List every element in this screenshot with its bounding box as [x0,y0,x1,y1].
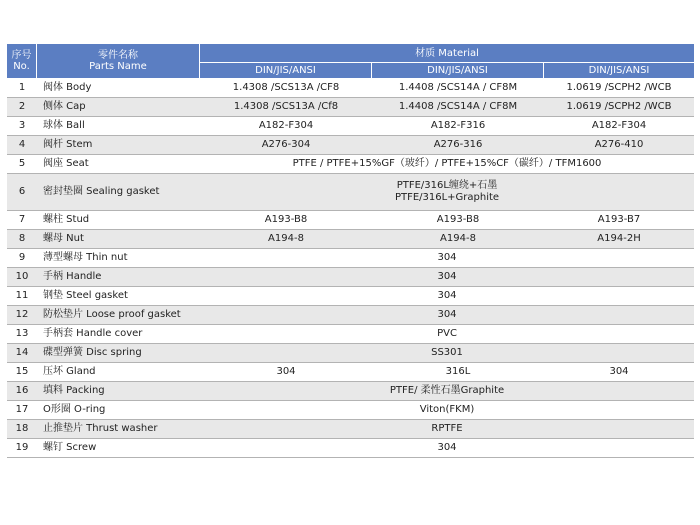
material-cell: 304 [544,363,694,382]
header-standard-1: DIN/JIS/ANSI [200,63,372,79]
table-row [7,287,694,306]
row-number: 5 [7,155,37,174]
material-cell-merged: 304 [200,439,694,458]
material-cell: A193-B7 [544,211,694,230]
table-row [7,174,694,211]
row-number: 7 [7,211,37,230]
table-row [7,230,694,249]
material-cell: 1.4408 /SCS14A / CF8M [372,98,544,117]
row-number: 10 [7,268,37,287]
row-number: 6 [7,174,37,211]
part-name: 碟型弹簧 Disc spring [37,344,200,363]
material-cell: 1.4308 /SCS13A /Cf8 [200,98,372,117]
material-cell-merged: PTFE / PTFE+15%GF（玻纤）/ PTFE+15%CF（碳纤）/ TFM1600 [200,155,694,174]
material-cell: A182-F304 [544,117,694,136]
material-cell-merged: 304 [200,268,694,287]
row-number: 13 [7,325,37,344]
material-cell: A182-F316 [372,117,544,136]
part-name: 钢垫 Steel gasket [37,287,200,306]
row-number: 12 [7,306,37,325]
header-parts-cn: 零件名称 [98,50,138,61]
part-name: O形圈 O-ring [37,401,200,420]
row-number: 3 [7,117,37,136]
material-cell: 1.0619 /SCPH2 /WCB [544,98,694,117]
part-name: 阀座 Seat [37,155,200,174]
row-number: 16 [7,382,37,401]
material-cell: 1.4308 /SCS13A /CF8 [200,79,372,98]
table-row [7,136,694,155]
table-row [7,401,694,420]
material-cell: A193-B8 [372,211,544,230]
material-cell-merged: PVC [200,325,694,344]
row-number: 17 [7,401,37,420]
table-row [7,117,694,136]
part-name: 密封垫圈 Sealing gasket [37,174,200,211]
part-name: 手柄套 Handle cover [37,325,200,344]
material-cell: 316L [372,363,544,382]
row-number: 18 [7,420,37,439]
material-cell: A194-8 [200,230,372,249]
table-row [7,268,694,287]
part-name: 螺钉 Screw [37,439,200,458]
table-row [7,211,694,230]
material-cell: 1.4408 /SCS14A / CF8M [372,79,544,98]
table-row [7,363,694,382]
table-row [7,249,694,268]
row-number: 9 [7,249,37,268]
part-name: 阀杆 Stem [37,136,200,155]
part-name: 螺母 Nut [37,230,200,249]
row-number: 15 [7,363,37,382]
table-row [7,382,694,401]
header-no [7,44,37,79]
row-number: 1 [7,79,37,98]
header-no-en: No. [13,61,30,72]
material-line: PTFE/316L缠绕+石墨 [396,180,498,191]
material-cell: A193-B8 [200,211,372,230]
materials-table [7,44,694,458]
material-cell: 1.0619 /SCPH2 /WCB [544,79,694,98]
material-cell: A182-F304 [200,117,372,136]
material-cell: A194-8 [372,230,544,249]
part-name: 防松垫片 Loose proof gasket [37,306,200,325]
table-row [7,420,694,439]
part-name: 薄型螺母 Thin nut [37,249,200,268]
material-cell: 304 [200,363,372,382]
material-cell-merged: 304 [200,287,694,306]
header-parts-en: Parts Name [89,61,147,72]
material-cell-merged: 304 [200,249,694,268]
row-number: 14 [7,344,37,363]
material-cell: A276-316 [372,136,544,155]
row-number: 19 [7,439,37,458]
material-cell-merged: Viton(FKM) [200,401,694,420]
materials-table-container [7,44,694,458]
material-cell-merged: 304 [200,306,694,325]
table-row [7,98,694,117]
header-no-cn: 序号 [11,50,32,61]
part-name: 螺柱 Stud [37,211,200,230]
materials-table-body [7,79,694,458]
table-row [7,79,694,98]
material-cell: A276-410 [544,136,694,155]
part-name: 阀体 Body [37,79,200,98]
table-row [7,325,694,344]
table-row [7,306,694,325]
row-number: 8 [7,230,37,249]
row-number: 4 [7,136,37,155]
table-row [7,344,694,363]
table-row [7,439,694,458]
row-number: 11 [7,287,37,306]
material-cell: A276-304 [200,136,372,155]
header-standard-2: DIN/JIS/ANSI [372,63,544,79]
table-row [7,155,694,174]
header-standard-3: DIN/JIS/ANSI [544,63,694,79]
row-number: 2 [7,98,37,117]
material-cell-merged: RPTFE [200,420,694,439]
part-name: 侧体 Cap [37,98,200,117]
part-name: 止推垫片 Thrust washer [37,420,200,439]
material-cell-merged: PTFE/ 柔性石墨Graphite [200,382,694,401]
header-material: 材质 Material [200,44,694,63]
header-parts-name [37,44,200,79]
material-cell-merged [200,174,694,211]
material-cell-merged: SS301 [200,344,694,363]
part-name: 球体 Ball [37,117,200,136]
part-name: 填料 Packing [37,382,200,401]
part-name: 手柄 Handle [37,268,200,287]
part-name: 压坏 Gland [37,363,200,382]
material-cell: A194-2H [544,230,694,249]
material-line: PTFE/316L+Graphite [394,192,500,203]
